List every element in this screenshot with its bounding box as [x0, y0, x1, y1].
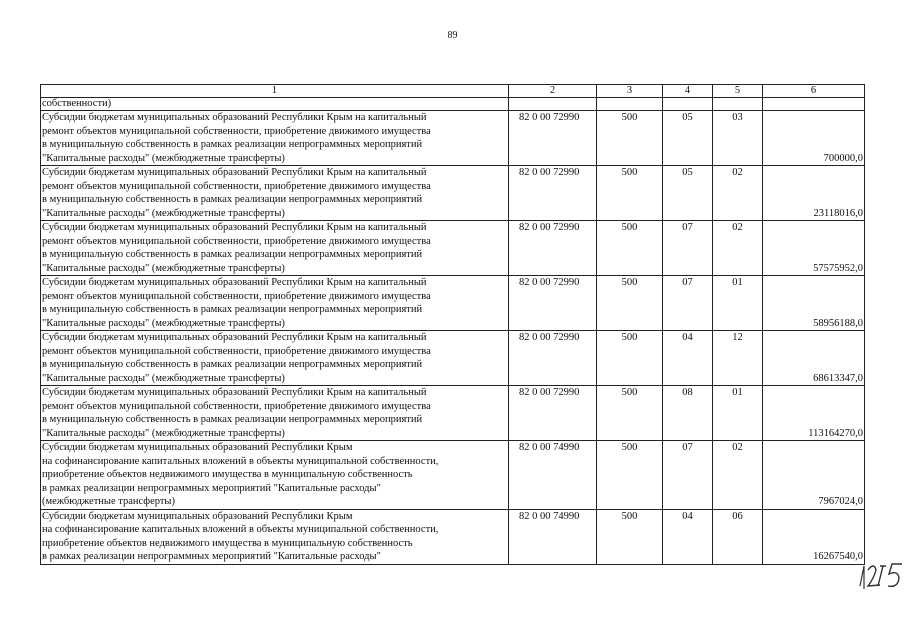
page-number: 89 — [447, 30, 458, 41]
row-description — [41, 276, 509, 331]
description-line: Субсидии бюджетам муниципальных образований Республики Крым на капитальный — [42, 112, 427, 123]
description-line: приобретение объектов недвижимого имущества в муниципальную собственность — [42, 469, 413, 480]
row-subsection: 01 — [713, 386, 763, 441]
row-section: 07 — [663, 221, 713, 276]
table-row — [41, 221, 865, 276]
description-line: ремонт объектов муниципальной собственности, приобретение движимого имущества — [42, 125, 431, 137]
row-subsection: 12 — [713, 331, 763, 386]
row-amount: 57575952,0 — [763, 221, 865, 276]
table-row — [41, 386, 865, 441]
description-line: Субсидии бюджетам муниципальных образований Республики Крым на капитальный — [42, 332, 427, 343]
row-description — [41, 111, 509, 166]
row-amount: 58956188,0 — [763, 276, 865, 331]
table-row — [41, 166, 865, 221]
description-line: "Капитальные расходы" (межбюджетные трансферты) — [42, 152, 285, 164]
table-row — [41, 509, 865, 564]
header-col-3: 3 — [597, 85, 663, 98]
table-row — [41, 111, 865, 166]
row-code: 82 0 00 72990 — [509, 221, 597, 276]
row-description — [41, 441, 509, 510]
row-section: 07 — [663, 441, 713, 510]
table-row — [41, 331, 865, 386]
description-line: приобретение объектов недвижимого имущества в муниципальную собственность — [42, 537, 413, 549]
description-line: "Капитальные расходы" (межбюджетные трансферты) — [42, 207, 285, 219]
description-line: в муниципальную собственность в рамках реализации непрограммных мероприятий — [42, 359, 423, 370]
description-line: "Капитальные расходы" (межбюджетные трансферты) — [42, 262, 285, 274]
description-line: ремонт объектов муниципальной собственности, приобретение движимого имущества — [42, 345, 431, 357]
description-line: в рамках реализации непрограммных мероприятий "Капитальные расходы" — [42, 482, 381, 494]
row-code: 82 0 00 72990 — [509, 386, 597, 441]
row-code: 82 0 00 72990 — [509, 276, 597, 331]
row-code: 82 0 00 74990 — [509, 509, 597, 564]
row-expense-type: 500 — [597, 276, 663, 331]
description-line: ремонт объектов муниципальной собственности, приобретение движимого имущества — [42, 400, 431, 412]
row-subsection: 02 — [713, 441, 763, 510]
continuation-row — [41, 98, 865, 111]
description-line: "Капитальные расходы" (межбюджетные трансферты) — [42, 317, 285, 329]
header-col-2: 2 — [509, 85, 597, 98]
table-row — [41, 276, 865, 331]
row-expense-type: 500 — [597, 166, 663, 221]
header-col-5: 5 — [713, 85, 763, 98]
row-amount: 113164270,0 — [763, 386, 865, 441]
row-code: 82 0 00 72990 — [509, 331, 597, 386]
row-amount: 16267540,0 — [763, 509, 865, 564]
row-subsection: 03 — [713, 111, 763, 166]
continuation-text: собственности) — [41, 98, 509, 111]
row-expense-type: 500 — [597, 441, 663, 510]
row-expense-type: 500 — [597, 221, 663, 276]
description-line: в рамках реализации непрограммных мероприятий "Капитальные расходы" — [42, 551, 381, 562]
row-section: 07 — [663, 276, 713, 331]
row-description — [41, 166, 509, 221]
table-row — [41, 441, 865, 510]
description-line: "Капитальные расходы" (межбюджетные трансферты) — [42, 372, 285, 384]
description-line: Субсидии бюджетам муниципальных образований Республики Крым — [42, 442, 353, 453]
header-col-1: 1 — [41, 85, 509, 98]
row-code: 82 0 00 72990 — [509, 166, 597, 221]
row-section: 05 — [663, 111, 713, 166]
row-description — [41, 509, 509, 564]
handwritten-page-mark — [858, 556, 904, 592]
row-code: 82 0 00 72990 — [509, 111, 597, 166]
row-expense-type: 500 — [597, 386, 663, 441]
description-line: Субсидии бюджетам муниципальных образований Республики Крым — [42, 510, 353, 522]
row-subsection: 02 — [713, 221, 763, 276]
row-expense-type: 500 — [597, 111, 663, 166]
row-description — [41, 331, 509, 386]
description-line: в муниципальную собственность в рамках реализации непрограммных мероприятий — [42, 304, 423, 315]
row-section: 05 — [663, 166, 713, 221]
header-row — [41, 85, 865, 98]
header-col-6: 6 — [763, 85, 865, 98]
row-expense-type: 500 — [597, 509, 663, 564]
description-line: Субсидии бюджетам муниципальных образований Республики Крым на капитальный — [42, 222, 427, 233]
description-line: ремонт объектов муниципальной собственности, приобретение движимого имущества — [42, 180, 431, 192]
description-line: Субсидии бюджетам муниципальных образований Республики Крым на капитальный — [42, 277, 427, 288]
description-line: (межбюджетные трансферты) — [42, 496, 175, 507]
row-amount: 23118016,0 — [763, 166, 865, 221]
description-line: в муниципальную собственность в рамках реализации непрограммных мероприятий — [42, 249, 423, 260]
description-line: в муниципальную собственность в рамках реализации непрограммных мероприятий — [42, 139, 423, 150]
row-expense-type: 500 — [597, 331, 663, 386]
row-amount: 7967024,0 — [763, 441, 865, 510]
header-col-4: 4 — [663, 85, 713, 98]
row-amount: 700000,0 — [763, 111, 865, 166]
row-section: 08 — [663, 386, 713, 441]
row-subsection: 01 — [713, 276, 763, 331]
description-line: Субсидии бюджетам муниципальных образований Республики Крым на капитальный — [42, 387, 427, 398]
row-amount: 68613347,0 — [763, 331, 865, 386]
row-code: 82 0 00 74990 — [509, 441, 597, 510]
description-line: "Капитальные расходы" (межбюджетные трансферты) — [42, 427, 285, 439]
description-line: в муниципальную собственность в рамках реализации непрограммных мероприятий — [42, 194, 423, 205]
description-line: на софинансирование капитальных вложений в объекты муниципальной собственности, — [42, 524, 439, 535]
row-section: 04 — [663, 331, 713, 386]
budget-table — [40, 84, 865, 565]
description-line: Субсидии бюджетам муниципальных образований Республики Крым на капитальный — [42, 167, 427, 178]
description-line: на софинансирование капитальных вложений в объекты муниципальной собственности, — [42, 455, 439, 467]
row-section: 04 — [663, 509, 713, 564]
row-subsection: 02 — [713, 166, 763, 221]
row-description — [41, 221, 509, 276]
description-line: в муниципальную собственность в рамках реализации непрограммных мероприятий — [42, 414, 423, 425]
row-description — [41, 386, 509, 441]
description-line: ремонт объектов муниципальной собственности, приобретение движимого имущества — [42, 290, 431, 302]
row-subsection: 06 — [713, 509, 763, 564]
description-line: ремонт объектов муниципальной собственности, приобретение движимого имущества — [42, 235, 431, 247]
